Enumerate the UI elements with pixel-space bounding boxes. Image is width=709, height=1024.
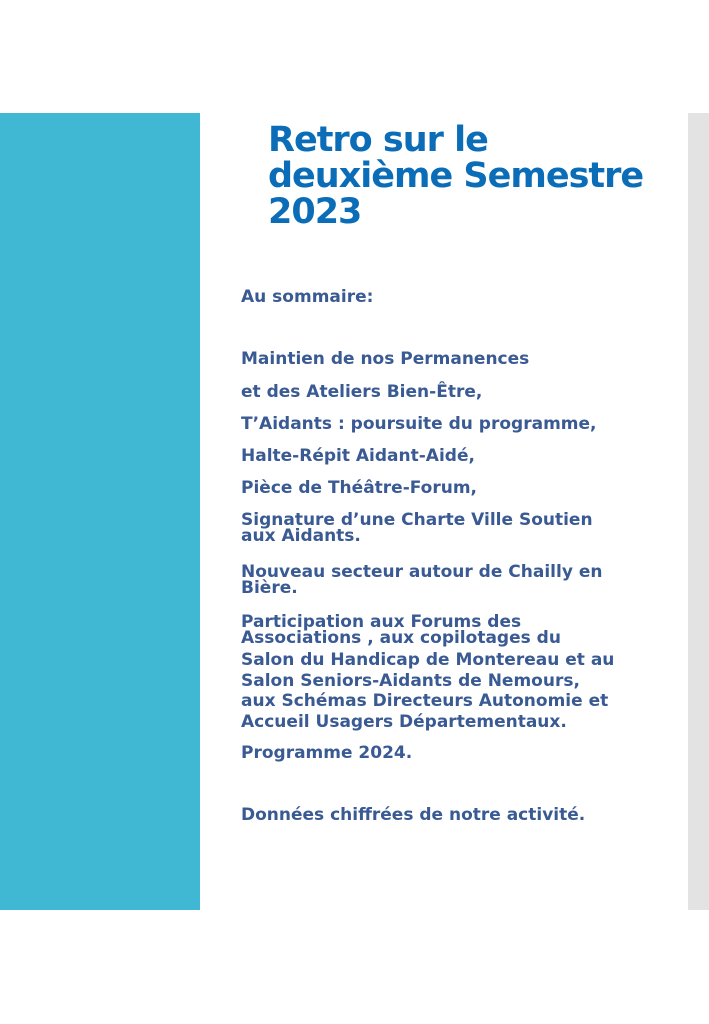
title-line-2: deuxième Semestre	[268, 156, 644, 196]
summary-item-donnees: Données chiffrées de notre activité.	[241, 805, 586, 825]
summary-item-forums-line-3: Salon du Handicap de Montereau et au	[241, 650, 615, 670]
summary-item-taidants: T’Aidants : poursuite du programme,	[241, 414, 597, 434]
decorative-side-band	[0, 113, 200, 910]
summary-item-forums-line-6: Accueil Usagers Départementaux.	[241, 712, 567, 732]
summary-item-forums-line-5: aux Schémas Directeurs Autonomie et	[241, 691, 609, 711]
decorative-right-strip	[688, 113, 709, 910]
summary-item-forums-line-1: Participation aux Forums des	[241, 612, 522, 632]
summary-item-charte-line-1: Signature d’une Charte Ville Soutien	[241, 510, 593, 530]
summary-item-programme: Programme 2024.	[241, 743, 413, 763]
summary-item-forums-line-2: Associations , aux copilotages du	[241, 628, 561, 648]
summary-item-secteur-line-1: Nouveau secteur autour de Chailly en	[241, 562, 603, 582]
summary-item-forums-line-4: Salon Seniors-Aidants de Nemours,	[241, 671, 580, 691]
summary-item-secteur-line-2: Bière.	[241, 578, 298, 598]
summary-item-ateliers: et des Ateliers Bien-Être,	[241, 382, 483, 402]
title-line-1: Retro sur le	[268, 120, 488, 160]
summary-heading: Au sommaire:	[241, 287, 374, 307]
title-line-3: 2023	[268, 192, 362, 232]
page-title	[268, 122, 678, 230]
summary-item-halte-repit: Halte-Répit Aidant-Aidé,	[241, 446, 475, 466]
summary-item-permanences: Maintien de nos Permanences	[241, 349, 530, 369]
summary-item-theatre-forum: Pièce de Théâtre-Forum,	[241, 478, 478, 498]
summary-item-charte-line-2: aux Aidants.	[241, 526, 361, 546]
